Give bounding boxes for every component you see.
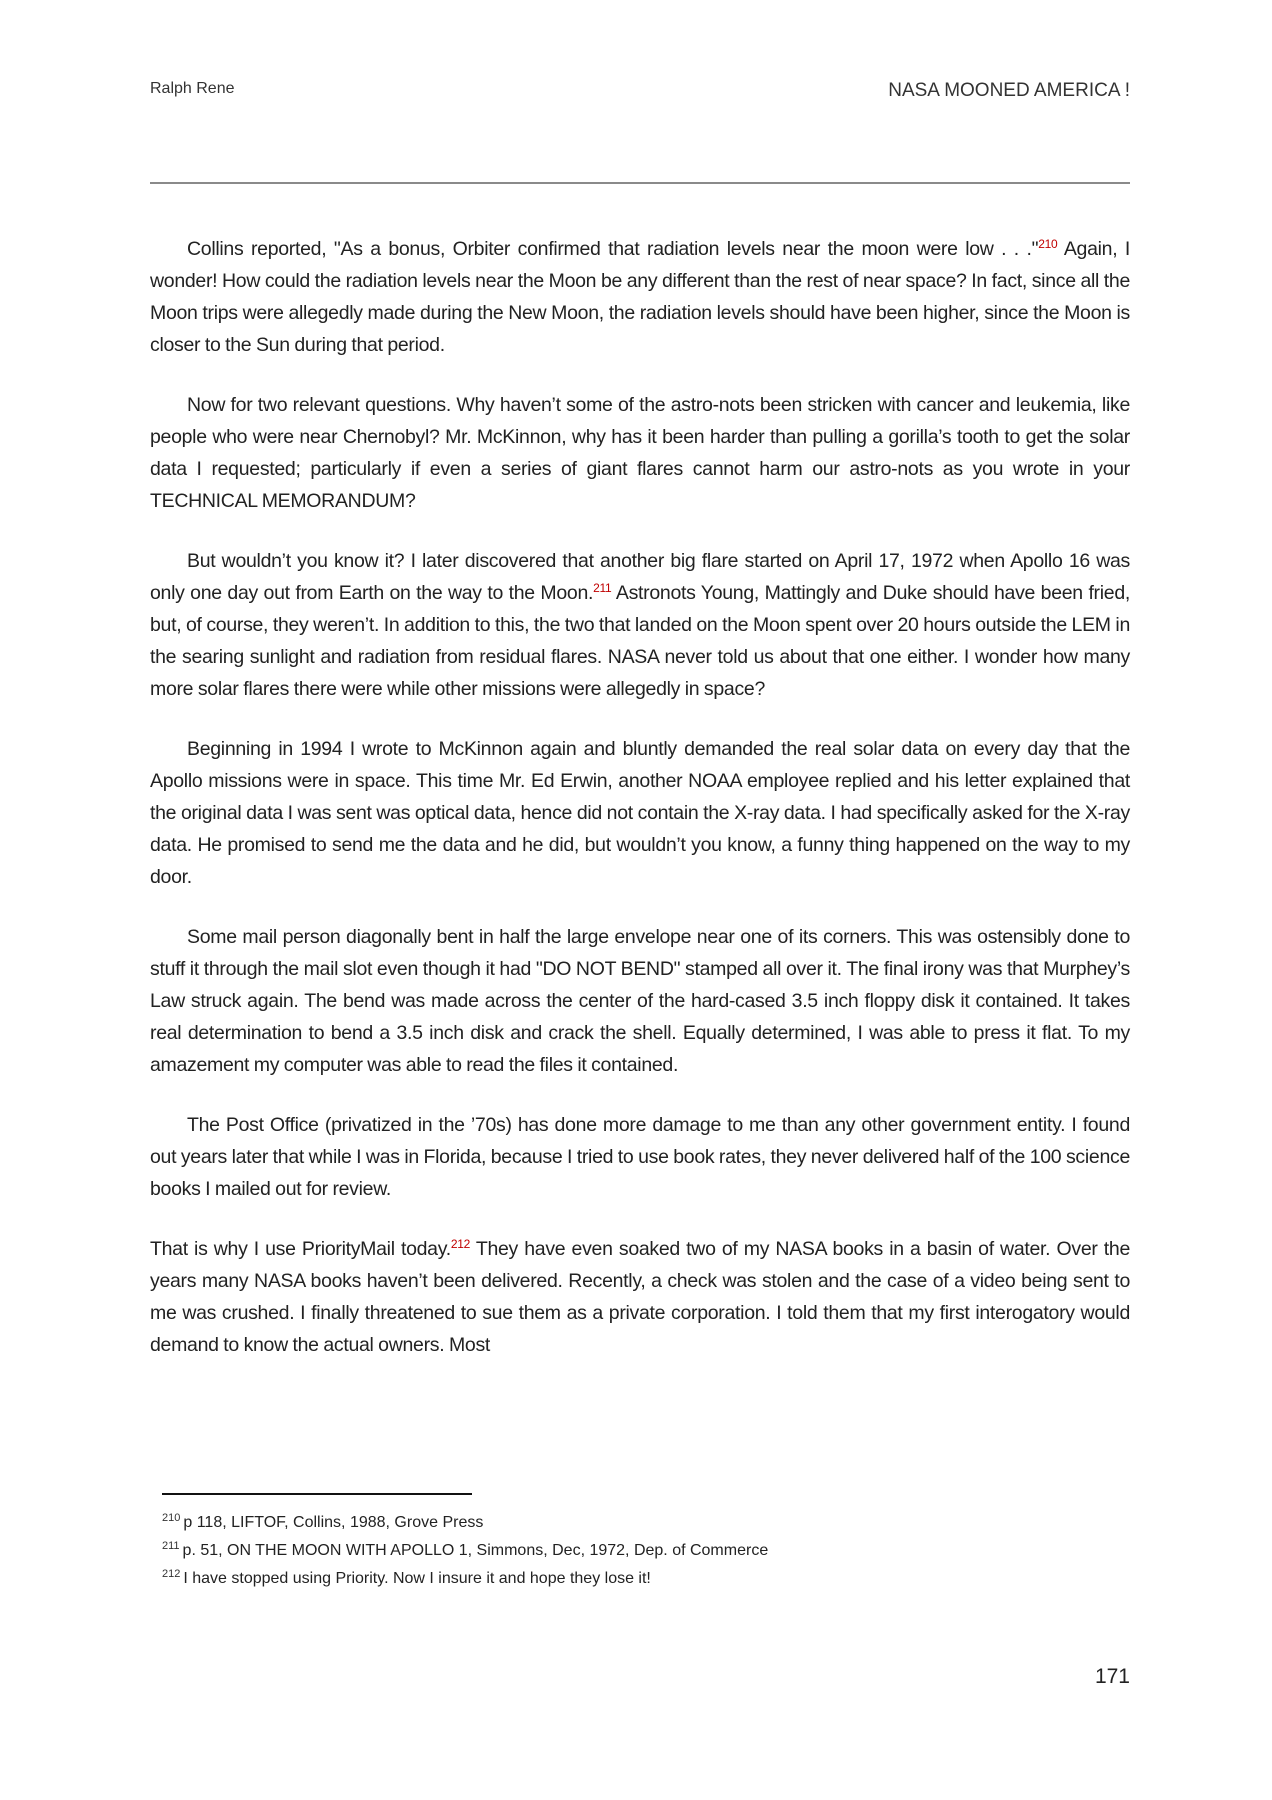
footnote — [162, 1537, 768, 1565]
footnote-text: p 118, LIFTOF, Collins, 1988, Grove Press — [183, 1514, 484, 1531]
paragraph — [150, 545, 1130, 705]
paragraph — [150, 1109, 1130, 1205]
paragraph — [150, 733, 1130, 893]
paragraph-text: Collins reported, "As a bonus, Orbiter confirmed that radiation levels near the moon were low . . ." — [187, 238, 1039, 260]
paragraph-text: That is why I use PriorityMail today. — [150, 1238, 451, 1260]
paragraph-text: Now for two relevant questions. Why haven’t some of the astro-nots been stricken with cancer and leukemia, like people who were near Chernobyl? Mr. McKinnon, why has it been harder than pulling a gorilla’s tooth to get the solar data I requested; particularly if even a series of giant flares cannot harm our astro-nots as you wrote in your TECHNICAL MEMORANDUM? — [150, 394, 1130, 512]
paragraph — [150, 389, 1130, 517]
footnote-number: 212 — [162, 1568, 181, 1580]
paragraph — [150, 233, 1130, 361]
paragraph — [150, 1233, 1130, 1361]
paragraph-text: But wouldn’t you know it? I later discovered that another big flare started on April 17, 1972 when Apollo 16 was only one day out from Earth on the way to the Moon. — [150, 550, 1130, 604]
paragraph-text: Beginning in 1994 I wrote to McKinnon again and bluntly demanded the real solar data on every day that the Apollo missions were in space. This time Mr. Ed Erwin, another NOAA employee replied and his letter explained that the original data I was sent was optical data, hence did not contain the X-ray data. I had specifically asked for the X-ray data. He promised to send me the data and he did, but wouldn’t you know, a funny thing happened on the way to my door. — [150, 738, 1130, 888]
footnote-reference[interactable]: 211 — [593, 581, 612, 595]
paragraph-text: Again, I wonder! How could the radiation levels near the Moon be any different than the rest of near space? In fact, since all the Moon trips were allegedly made during the New Moon, the radiation levels should have been higher, since the Moon is closer to the Sun during that period. — [150, 238, 1130, 356]
page-number: 171 — [1094, 1665, 1130, 1688]
footnote-number: 211 — [162, 1540, 180, 1552]
footnote — [162, 1509, 768, 1537]
footnote — [162, 1565, 768, 1593]
paragraph-text: Astronots Young, Mattingly and Duke should have been fried, but, of course, they weren’t. In addition to this, the two that landed on the Moon spent over 20 hours outside the LEM in the searing sunlight and radiation from residual flares. NASA never told us about that one either. I wonder how many more solar flares there were while other missions were allegedly in space? — [150, 582, 1130, 700]
footnote-reference[interactable]: 212 — [450, 1237, 470, 1251]
running-header-author: Ralph Rene — [150, 80, 235, 97]
header-rule — [150, 182, 1130, 184]
body-text — [150, 233, 1130, 1361]
running-header-title: NASA MOONED AMERICA ! — [888, 80, 1130, 101]
footnote-number: 210 — [162, 1512, 181, 1524]
footnote-text: I have stopped using Priority. Now I insure it and hope they lose it! — [183, 1570, 651, 1587]
footnote-text: p. 51, ON THE MOON WITH APOLLO 1, Simmons, Dec, 1972, Dep. of Commerce — [182, 1542, 769, 1559]
paragraph — [150, 921, 1130, 1081]
footnotes — [162, 1509, 768, 1593]
paragraph-text: Some mail person diagonally bent in half the large envelope near one of its corners. This was ostensibly done to stuff it through the mail slot even though it had "DO NOT BEND" stamped all over it. The final irony was that Murphey’s Law struck again. The bend was made across the center of the hard-cased 3.5 inch floppy disk it contained. It takes real determination to bend a 3.5 inch disk and crack the shell. Equally determined, I was able to press it flat. To my amazement my computer was able to read the files it contained. — [150, 926, 1130, 1076]
footnote-separator — [162, 1493, 472, 1495]
footnote-reference[interactable]: 210 — [1038, 237, 1058, 251]
paragraph-text: They have even soaked two of my NASA books in a basin of water. Over the years many NASA books haven’t been delivered. Recently, a check was stolen and the case of a video being sent to me was crushed. I finally threatened to sue them as a private corporation. I told them that my first interogatory would demand to know the actual owners. Most — [150, 1238, 1131, 1356]
paragraph-text: The Post Office (privatized in the ’70s) has done more damage to me than any other government entity. I found out years later that while I was in Florida, because I tried to use book rates, they never delivered half of the 100 science books I mailed out for review. — [150, 1114, 1130, 1200]
